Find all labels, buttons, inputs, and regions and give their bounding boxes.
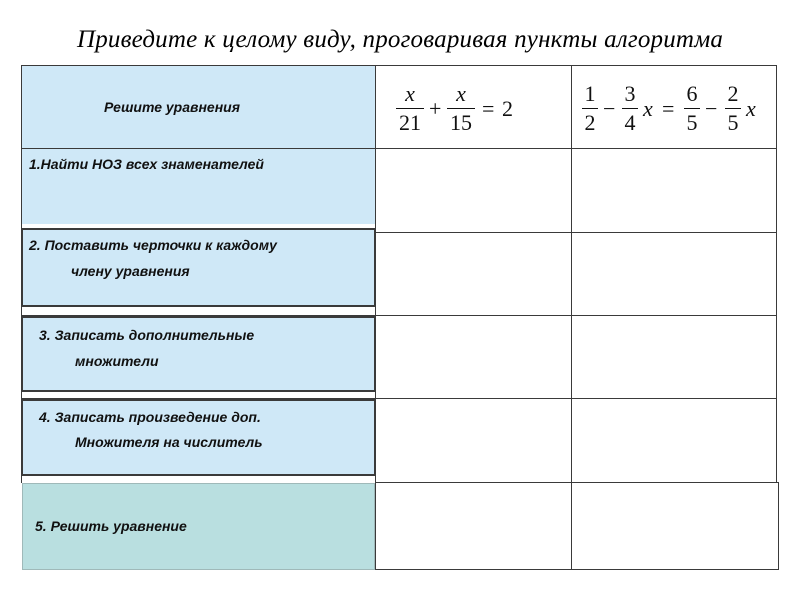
eq2-fraction-4: 2 5 bbox=[725, 82, 741, 135]
step-1-line-1: 1.Найти НОЗ всех знаменателей bbox=[29, 156, 264, 172]
page-title: Приведите к целому виду, проговаривая пункты алгоритма bbox=[76, 26, 724, 53]
step-3-line-2: множители bbox=[75, 353, 159, 369]
answer-cell[interactable] bbox=[572, 483, 778, 569]
answer-cell[interactable] bbox=[376, 483, 571, 569]
header-label: Решите уравнения bbox=[104, 99, 240, 115]
header-label-cell bbox=[22, 66, 375, 148]
answer-cell[interactable] bbox=[376, 399, 571, 482]
answer-cell[interactable] bbox=[376, 149, 571, 232]
eq2-fraction-1: 1 2 bbox=[582, 82, 598, 135]
eq2-var-1: x bbox=[643, 96, 653, 121]
step-2-line-2: члену уравнения bbox=[71, 263, 190, 279]
eq2-equals: = bbox=[662, 96, 675, 121]
answer-cell[interactable] bbox=[572, 399, 776, 482]
step-2-cell bbox=[21, 228, 376, 307]
step-4-line-2: Множителя на числитель bbox=[75, 434, 263, 450]
eq2-var-2: x bbox=[746, 96, 756, 121]
step-4-line-1: 4. Записать произведение доп. bbox=[39, 409, 261, 425]
step-2-line-1: 2. Поставить черточки к каждому bbox=[29, 237, 277, 253]
answer-cell[interactable] bbox=[572, 316, 776, 398]
eq1-equals: = bbox=[482, 96, 495, 121]
answer-cell[interactable] bbox=[572, 149, 776, 232]
answer-cell[interactable] bbox=[572, 233, 776, 315]
step-3-cell bbox=[21, 316, 376, 392]
eq1-fraction-2: x 15 bbox=[447, 82, 475, 135]
step-3-line-1: 3. Записать дополнительные bbox=[39, 327, 255, 343]
eq1-plus: + bbox=[429, 96, 442, 121]
answer-cell[interactable] bbox=[376, 233, 571, 315]
eq2-fraction-3: 6 5 bbox=[684, 82, 700, 135]
step-5-cell bbox=[22, 483, 375, 570]
step-1-cell bbox=[22, 149, 375, 224]
eq2-fraction-2: 3 4 bbox=[622, 82, 638, 135]
eq1-rhs: 2 bbox=[502, 96, 513, 121]
eq2-minus-2: − bbox=[705, 96, 718, 121]
answer-cell[interactable] bbox=[376, 316, 571, 398]
step-5-line-1: 5. Решить уравнение bbox=[35, 518, 187, 534]
step-4-cell bbox=[21, 399, 376, 476]
eq2-minus-1: − bbox=[603, 96, 616, 121]
eq1-fraction-1: x 21 bbox=[396, 82, 424, 135]
